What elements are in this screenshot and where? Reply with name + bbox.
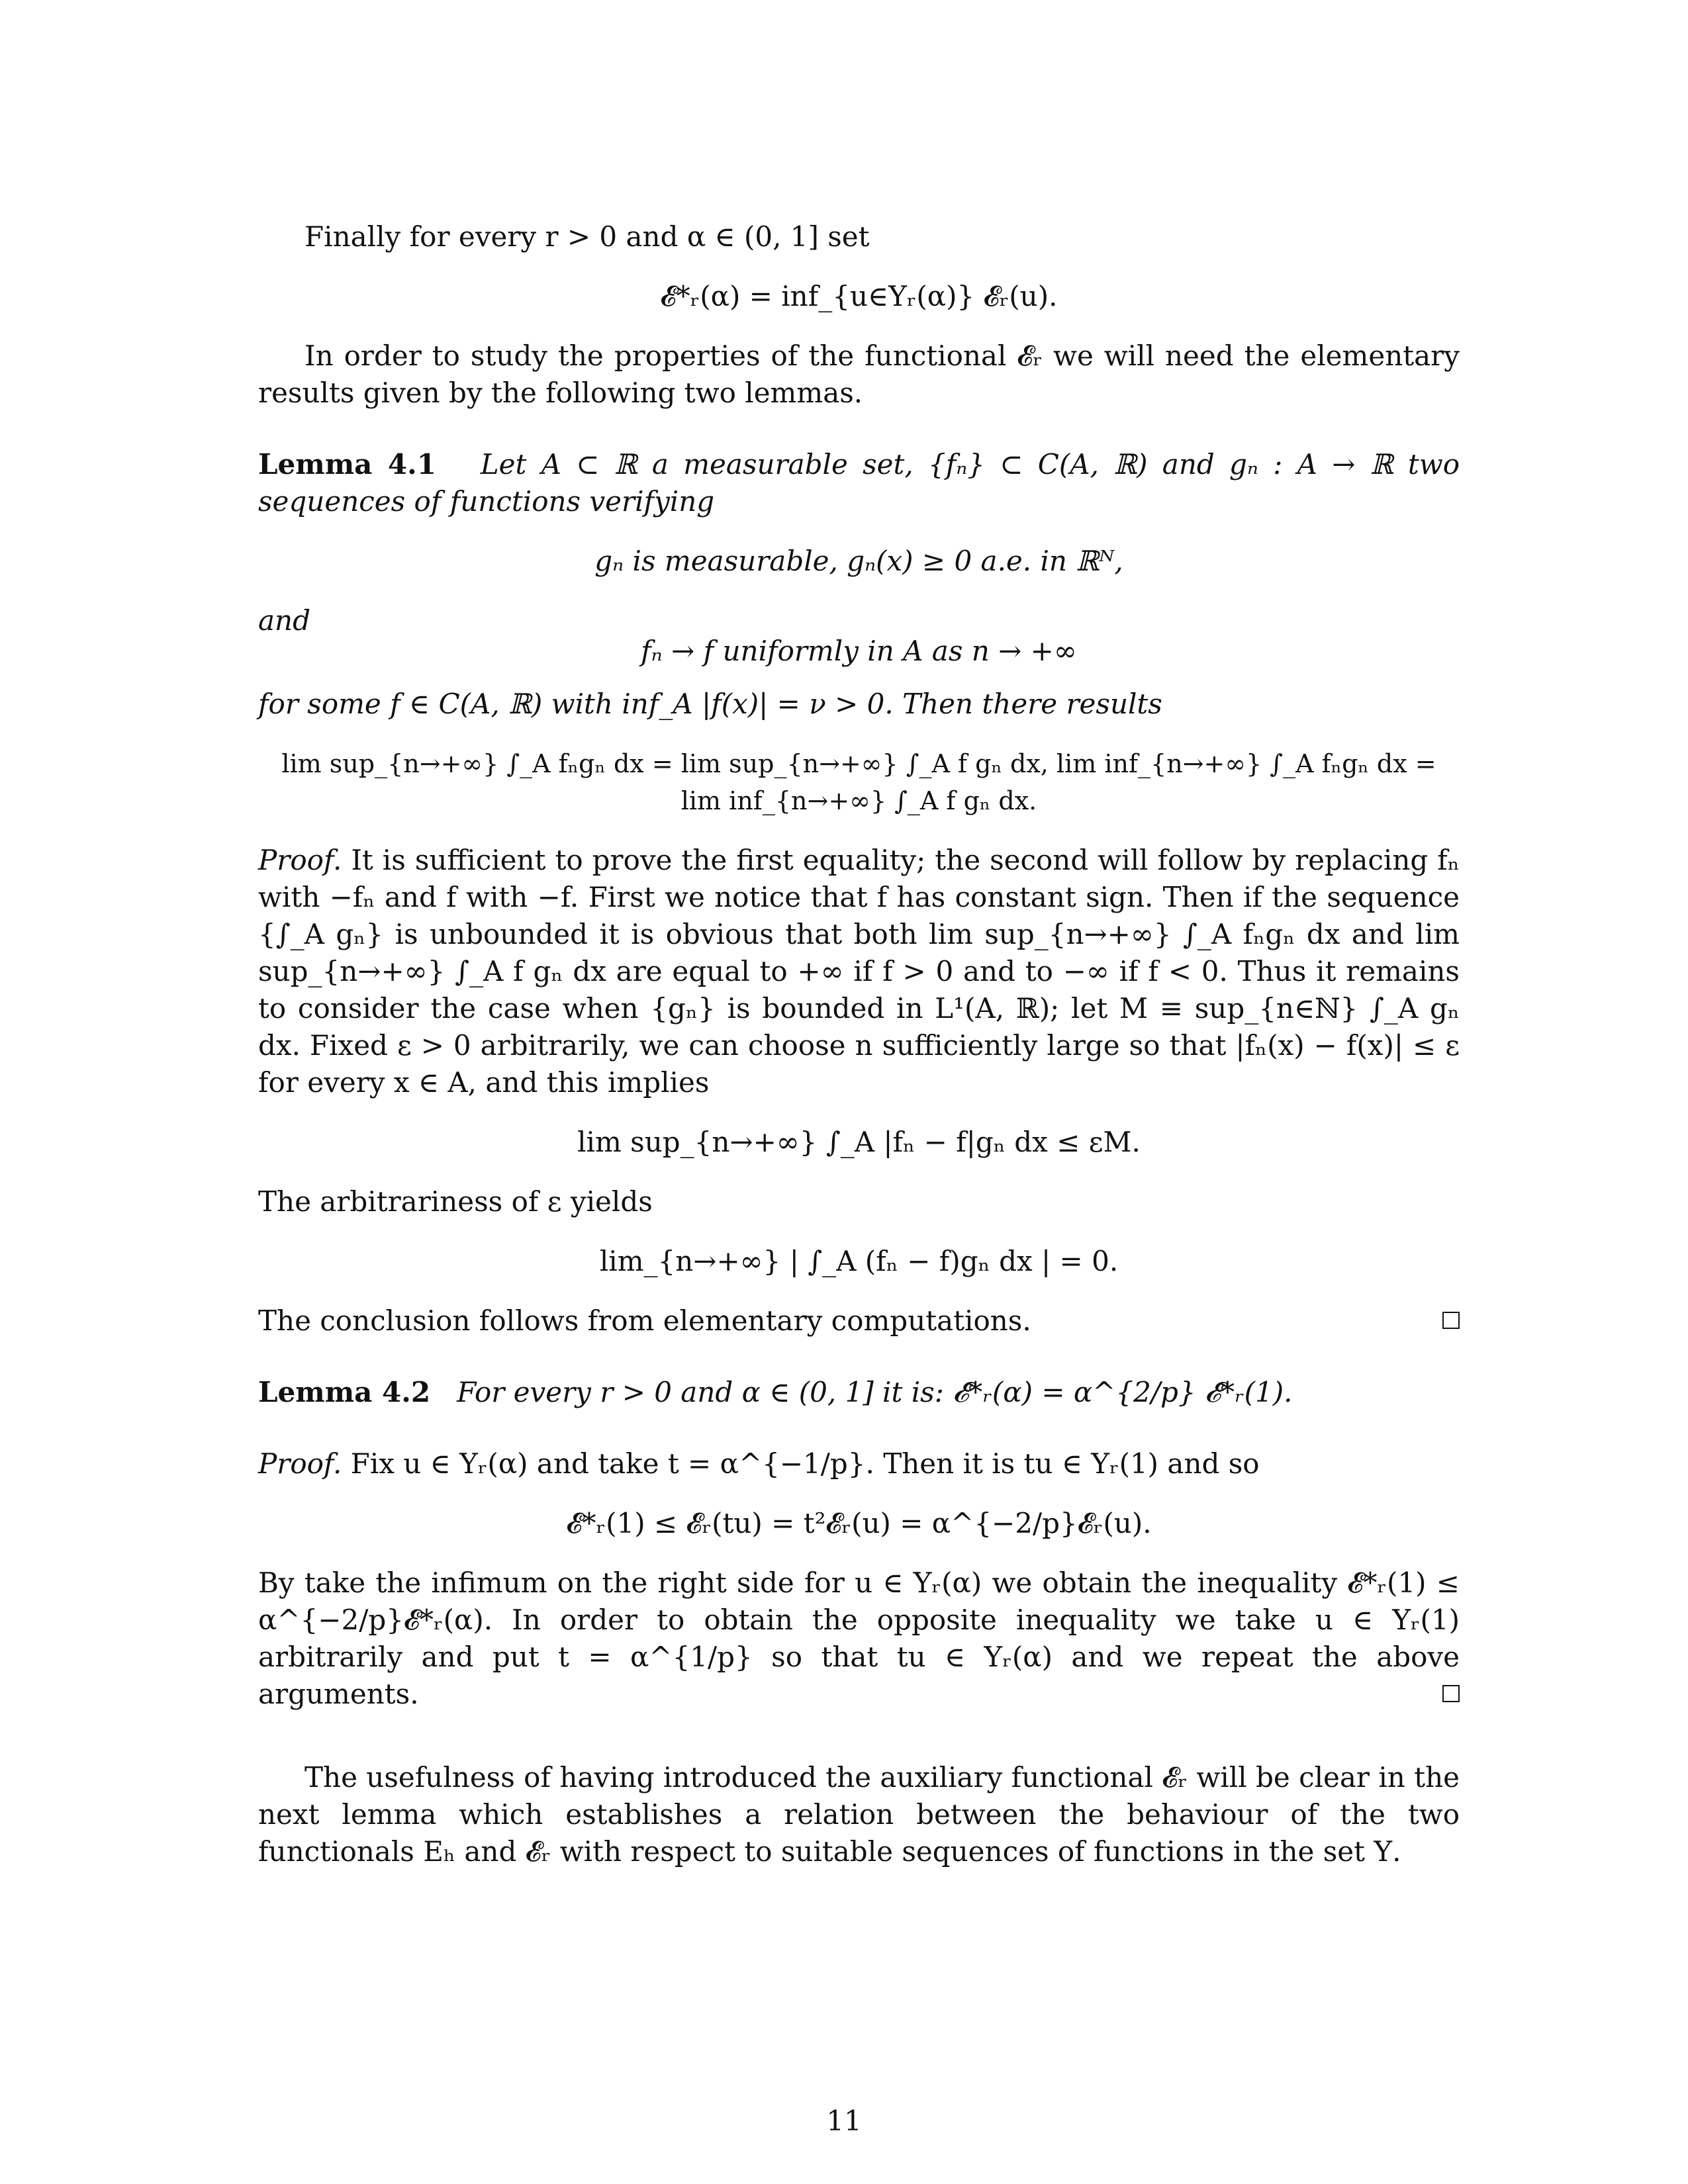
equation-limit-zero: lim_{n→+∞} | ∫_A (fₙ − f)gₙ dx | = 0.: [599, 1245, 1119, 1277]
lemma-4-1: [258, 446, 1460, 520]
paragraph-for-some: for some f ∈ C(A, ℝ) with inf_A |f(x)| = ν > 0. Then there results: [258, 688, 1162, 720]
proof-4-1-text: It is sufficient to prove the first equality; the second will follow by replacing fₙ with −fₙ and f with −f. First we notice that f has constant sign. Then if the sequence {∫_A gₙ} is unbounded it is obvious that both lim sup_{n→+∞} ∫_A fₙgₙ dx and lim sup_{n→+∞} ∫_A f gₙ dx are equal to +∞ if f > 0 and to −∞ if f < 0. Thus it remains to consider the case when {gₙ} is bounded in L¹(A, ℝ); let M ≡ sup_{n∈ℕ} ∫_A gₙ dx. Fixed ε > 0 arbitrarily, we can choose n sufficiently large so that |fₙ(x) − f(x)| ≤ ε for every x ∈ A, and this implies: [258, 844, 1460, 1099]
page-body: [258, 218, 1460, 1870]
proof-4-1: [258, 842, 1460, 1101]
equation-measurable: gₙ is measurable, gₙ(x) ≥ 0 a.e. in ℝᴺ,: [594, 545, 1123, 577]
lemma-4-2-text: For every r > 0 and α ∈ (0, 1] it is: 𝓔*ᵣ(α) = α^{2/p} 𝓔*ᵣ(1).: [457, 1376, 1293, 1408]
lemma-4-1-title: Lemma 4.1: [258, 448, 436, 480]
equation-uniform: fₙ → f uniformly in A as n → +∞: [641, 635, 1077, 667]
paragraph-conclusion: The conclusion follows from elementary computations.: [258, 1302, 1460, 1340]
proof-4-2-text: Fix u ∈ Υᵣ(α) and take t = α^{−1/p}. Then it is tu ∈ Υᵣ(1) and so: [350, 1447, 1260, 1480]
paragraph-and: and: [258, 604, 310, 637]
lemma-4-2-title: Lemma 4.2: [258, 1376, 431, 1408]
page-number: 11: [826, 2105, 862, 2137]
equation-epsilon-m: lim sup_{n→+∞} ∫_A |fₙ − f|gₙ dx ≤ εM.: [577, 1126, 1141, 1158]
qed-square: [1442, 1685, 1460, 1702]
equation-limsup-liminf: lim sup_{n→+∞} ∫_A fₙgₙ dx = lim sup_{n→+∞} ∫_A f gₙ dx, lim inf_{n→+∞} ∫_A fₙgₙ dx = lim inf_{n→+∞} ∫_A f gₙ dx.: [281, 749, 1436, 815]
paragraph-usefulness: The usefulness of having introduced the auxiliary functional 𝓔ᵣ will be clear in the next lemma which establishes a relation between the behaviour of the two functionals Eₕ and 𝓔ᵣ with respect to suitable sequences of functions in the set Υ.: [258, 1761, 1460, 1868]
lemma-4-1-text: Let A ⊂ ℝ a measurable set, {fₙ} ⊂ C(A, ℝ) and gₙ : A → ℝ two sequences of functions verifying: [258, 448, 1460, 518]
equation-scaling: 𝓔*ᵣ(1) ≤ 𝓔ᵣ(tu) = t²𝓔ᵣ(u) = α^{−2/p}𝓔ᵣ(u).: [566, 1507, 1152, 1539]
lemma-4-2: [258, 1374, 1460, 1411]
qed-square: [1442, 1312, 1460, 1329]
proof-4-2: [258, 1445, 1460, 1482]
proof-4-2-label: Proof.: [258, 1447, 342, 1480]
paragraph-intro: Finally for every r > 0 and α ∈ (0, 1] set: [305, 220, 870, 253]
paragraph-infimum: By take the infimum on the right side for u ∈ Υᵣ(α) we obtain the inequality 𝓔*ᵣ(1) ≤ α^{−2/p}𝓔*ᵣ(α). In order to obtain the opposite inequality we take u ∈ Υᵣ(1) arbitrarily and put t = α^{1/p} so that tu ∈ Υᵣ(α) and we repeat the above arguments.: [258, 1567, 1460, 1710]
paragraph-arbitrariness: The arbitrariness of ε yields: [258, 1185, 653, 1218]
proof-4-1-label: Proof.: [258, 844, 342, 876]
equation-inf: 𝓔*ᵣ(α) = inf_{u∈Υᵣ(α)} 𝓔ᵣ(u).: [660, 280, 1058, 312]
paragraph-properties: In order to study the properties of the functional 𝓔ᵣ we will need the elementary results given by the following two lemmas.: [258, 340, 1460, 409]
